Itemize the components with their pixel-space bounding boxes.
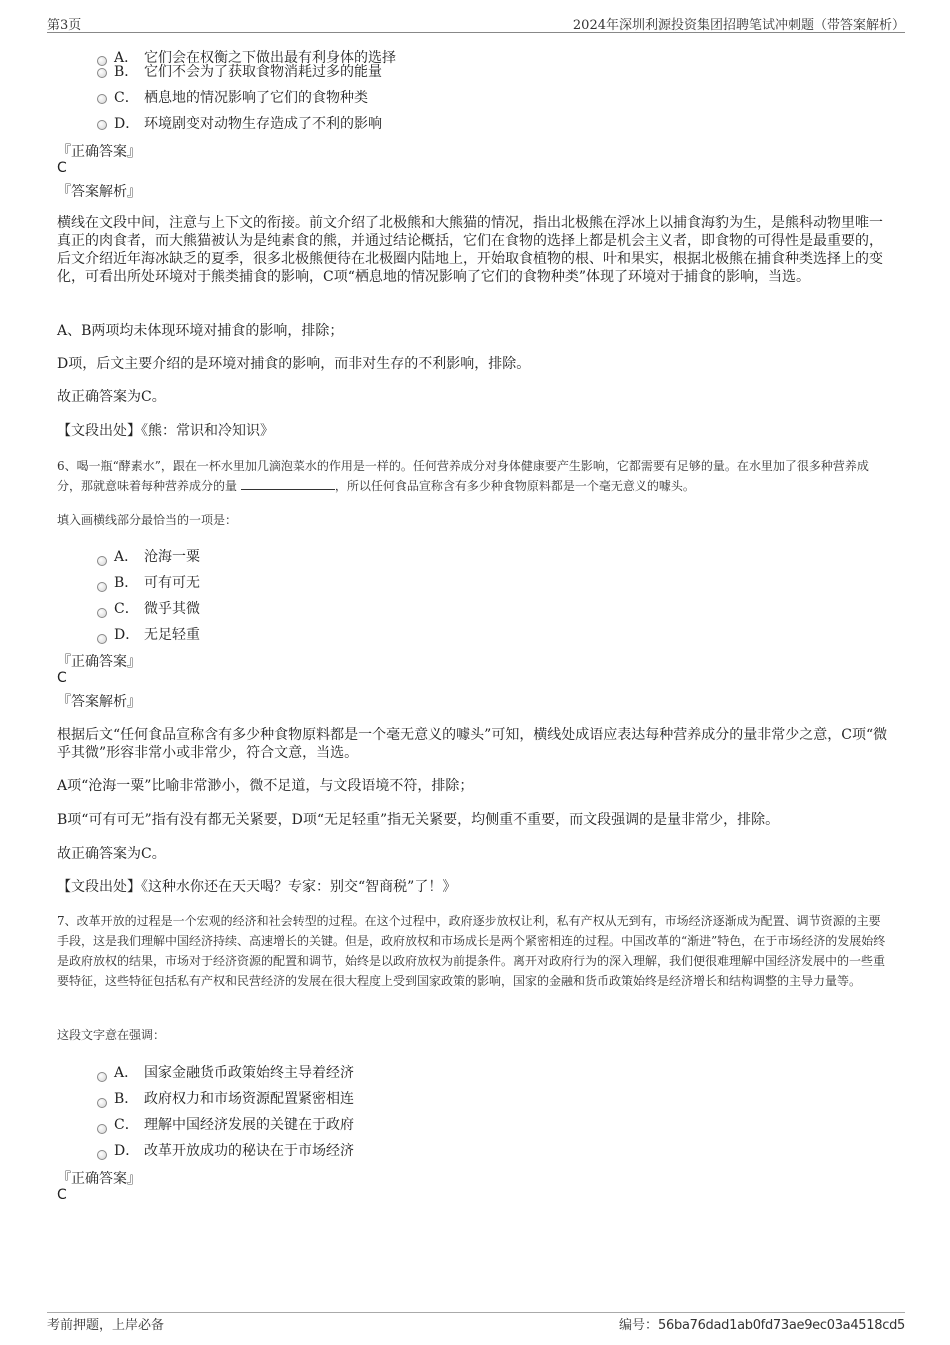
- q7-answer: C: [57, 1187, 67, 1203]
- radio-icon[interactable]: [97, 556, 107, 566]
- q6-option-c[interactable]: C． 微乎其微: [114, 601, 200, 617]
- q6-analysis-main: 根据后文“任何食品宣称含有多少种食物原料都是一个毫无意义的噱头”可知，横线处成语应表达每种营养成分的量非常少之意，C项“微乎其微”形容非常小或非常少，符合文意，当选。: [57, 727, 888, 761]
- q6-analysis-bd: B项“可有可无”指有没有都无关紧要，D项“无足轻重”指无关紧要，均侧重不重要，而文段强调的是量非常少，排除。: [57, 812, 780, 828]
- radio-icon[interactable]: [97, 608, 107, 618]
- q7-stem: 7、改革开放的过程是一个宏观的经济和社会转型的过程。在这个过程中，政府逐步放权让利，私有产权从无到有，市场经济逐渐成为配置、调节资源的主要手段，这是我们理解中国经济持续、高速增长的关键。但是，政府放权和市场成长是两个紧密相连的过程。中国改革的“渐进”特色，在于市场经济的发展始终是政府放权的结果，市场对于经济资源的配置和调节，始终是以政府放权为前提条件。离开对政府行为的深入理解，我们便很难理解中国经济发展中的一些重要特征，这些特征包括私有产权和民营经济的发展在很大程度上受到国家政策的影响，国家的金融和货币政策始终是经济增长和结构调整的主导力量等。: [57, 914, 886, 988]
- page-number: 第3页: [47, 18, 82, 33]
- radio-icon[interactable]: [97, 94, 107, 104]
- q6-answer-label: 『正确答案』: [57, 654, 141, 670]
- q5-option-b[interactable]: B． 它们不会为了获取食物消耗过多的能量: [114, 64, 382, 80]
- q5-option-c[interactable]: C． 栖息地的情况影响了它们的食物种类: [114, 90, 368, 106]
- q7-option-a[interactable]: A． 国家金融货币政策始终主导着经济: [114, 1065, 354, 1081]
- q5-option-d[interactable]: D． 环境剧变对动物生存造成了不利的影响: [114, 116, 382, 132]
- q5-source: 【文段出处】《熊：常识和冷知识》: [57, 423, 274, 439]
- footer-code: 编号：56ba76dad1ab0fd73ae9ec03a4518cd5: [619, 1318, 905, 1333]
- footer-divider: [47, 1312, 905, 1313]
- radio-icon[interactable]: [97, 120, 107, 130]
- radio-icon[interactable]: [97, 56, 107, 66]
- q6-prompt: 填入画横线部分最恰当的一项是：: [57, 513, 238, 527]
- q7-prompt: 这段文字意在强调：: [57, 1028, 166, 1042]
- q5-answer-label: 『正确答案』: [57, 144, 141, 160]
- radio-icon[interactable]: [97, 1150, 107, 1160]
- q7-answer-label: 『正确答案』: [57, 1171, 141, 1187]
- radio-icon[interactable]: [97, 1098, 107, 1108]
- q7-option-b[interactable]: B． 政府权力和市场资源配置紧密相连: [114, 1091, 354, 1107]
- document-title: 2024年深圳利源投资集团招聘笔试冲刺题（带答案解析）: [572, 18, 905, 33]
- q6-analysis-a: A项“沧海一粟”比喻非常渺小，微不足道，与文段语境不符，排除；: [57, 778, 474, 794]
- radio-icon[interactable]: [97, 1072, 107, 1082]
- q6-option-b[interactable]: B． 可有可无: [114, 575, 200, 591]
- radio-icon[interactable]: [97, 582, 107, 592]
- q5-option-a[interactable]: A． 它们会在权衡之下做出最有利身体的选择: [114, 50, 396, 66]
- q5-analysis-d: D项，后文主要介绍的是环境对捕食的影响，而非对生存的不利影响，排除。: [57, 356, 531, 372]
- q6-stem: 6、喝一瓶“酵素水”，跟在一杯水里加几滴泡菜水的作用是一样的。任何营养成分对身体健康要产生影响，它都需要有足够的量。在水里加了很多种营养成分，那就意味着每种营养成分的量 ，所以任何食品宣称含有多少种食物原料都是一个毫无意义的噱头。: [57, 459, 869, 493]
- fill-blank: [241, 477, 335, 490]
- q6-option-a[interactable]: A． 沧海一粟: [114, 549, 200, 565]
- q6-answer: C: [57, 670, 67, 686]
- radio-icon[interactable]: [97, 68, 107, 78]
- q7-option-d[interactable]: D． 改革开放成功的秘诀在于市场经济: [114, 1143, 354, 1159]
- q5-analysis-conclusion: 故正确答案为C。: [57, 389, 166, 405]
- q6-analysis-label: 『答案解析』: [57, 694, 141, 710]
- q5-analysis-main: 横线在文段中间，注意与上下文的衔接。前文介绍了北极熊和大熊猫的情况，指出北极熊在浮冰上以捕食海豹为生，是熊科动物里唯一真正的肉食者，而大熊猫被认为是纯素食的熊，并通过结论概括，它们在食物的选择上都是机会主义者，即食物的可得性是最重要的，后文介绍近年海冰缺乏的夏季，很多北极熊便待在北极圈内陆地上，开始取食植物的根、叶和果实，根据北极熊在捕食种类选择上的变化，可看出所处环境对于熊类捕食的影响，C项“栖息地的情况影响了它们的食物种类”体现了环境对于捕食的影响，当选。: [57, 215, 883, 285]
- q5-analysis-ab: A、B两项均未体现环境对捕食的影响，排除；: [57, 323, 344, 339]
- q6-analysis-conclusion: 故正确答案为C。: [57, 846, 166, 862]
- q5-analysis-label: 『答案解析』: [57, 184, 141, 200]
- header-divider: [47, 32, 905, 33]
- radio-icon[interactable]: [97, 634, 107, 644]
- footer-slogan: 考前押题，上岸必备: [47, 1318, 165, 1333]
- radio-icon[interactable]: [97, 1124, 107, 1134]
- q6-source: 【文段出处】《这种水你还在天天喝？专家：别交“智商税”了！》: [57, 879, 457, 895]
- q6-option-d[interactable]: D． 无足轻重: [114, 627, 200, 643]
- q5-answer: C: [57, 160, 67, 176]
- q7-option-c[interactable]: C． 理解中国经济发展的关键在于政府: [114, 1117, 354, 1133]
